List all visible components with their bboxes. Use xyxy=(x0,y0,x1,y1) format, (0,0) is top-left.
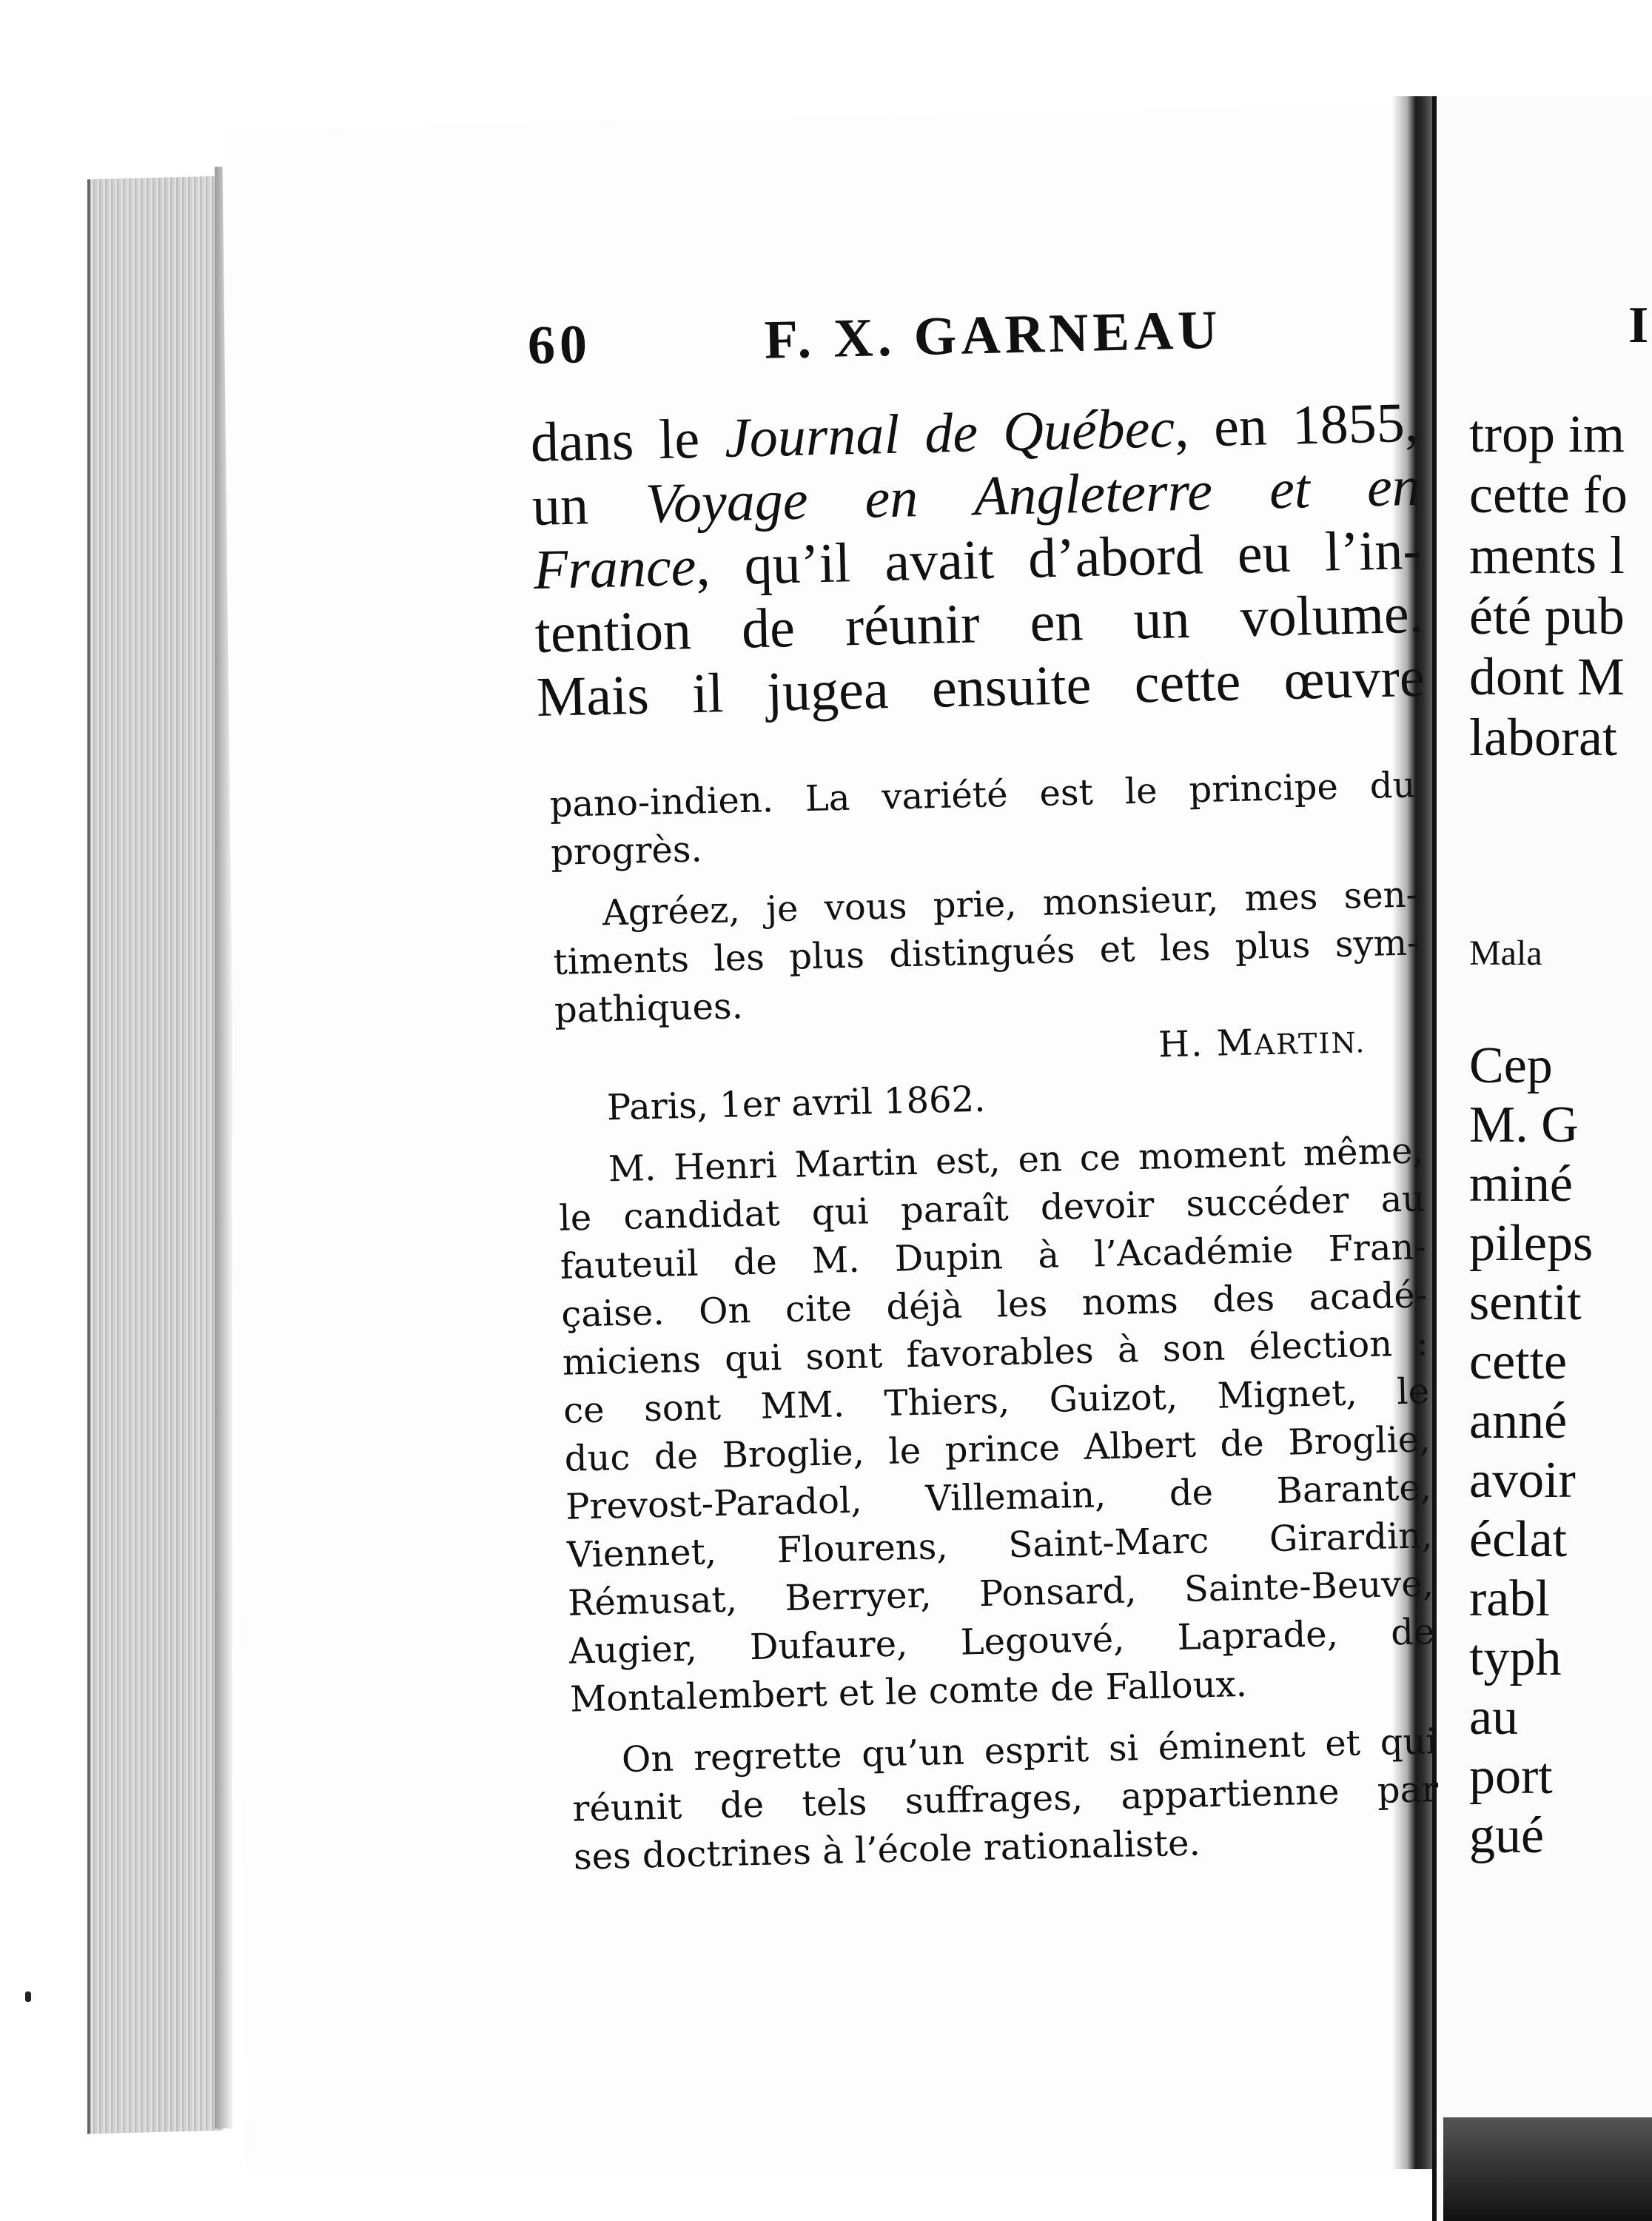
text-fragment: au xyxy=(1469,1689,1519,1746)
right-page-lower-fragment xyxy=(1469,1036,1652,1866)
text-run: , en 1855, xyxy=(1174,391,1420,460)
text-line: çaise. On cite déjà les noms des acadé- xyxy=(560,1274,1428,1336)
text-fragment: laborat xyxy=(1469,708,1617,767)
date-line: Paris, 1er avril 1862. xyxy=(606,1078,986,1129)
italic-title: France xyxy=(532,535,697,601)
text-line: tention de réunir en un volume. xyxy=(534,582,1424,665)
text-fragment: anné xyxy=(1469,1393,1568,1450)
italic-title: Voyage en Angleterre et en xyxy=(645,455,1421,535)
text-fragment: ments l xyxy=(1469,526,1625,585)
text-line: Rémusat, Berryer, Ponsard, Sainte-Beuve, xyxy=(567,1563,1434,1624)
text-fragment: M. G xyxy=(1469,1096,1579,1153)
text-run: , qu’il avait d’abord eu l’in- xyxy=(695,518,1423,597)
italic-title: Journal de Québec xyxy=(724,397,1176,470)
text-line: ce sont MM. Thiers, Guizot, Mignet, le xyxy=(563,1370,1430,1432)
text-line: duc de Broglie, le prince Albert de Broglie, xyxy=(564,1418,1431,1480)
text-line: timents les plus distingués et les plus sym- xyxy=(552,922,1420,983)
text-fragment: avoir xyxy=(1469,1452,1576,1509)
text-line: Montalembert et le comte de Falloux. xyxy=(569,1663,1248,1721)
text-fragment: pileps xyxy=(1469,1215,1594,1272)
text-line: progrès. xyxy=(550,828,703,874)
text-line: ses doctrines à l’école rationaliste. xyxy=(573,1822,1201,1878)
right-page-small-fragment: Mala xyxy=(1469,934,1542,973)
text-line: pathiques. xyxy=(554,985,744,1031)
text-fragment: cette xyxy=(1469,1333,1568,1390)
text-run: un xyxy=(531,472,646,537)
text-line: pano-indien. La variété est le principe du xyxy=(549,764,1417,825)
text-fragment: gué xyxy=(1469,1807,1545,1864)
text-line: le candidat qui paraît devoir succéder au xyxy=(558,1178,1426,1239)
right-page-paragraph-fragment xyxy=(1469,403,1652,768)
text-fragment: été pub xyxy=(1469,586,1625,646)
text-fragment: port xyxy=(1469,1748,1553,1805)
right-page-header-fragment: I xyxy=(1628,297,1649,354)
text-fragment: éclat xyxy=(1469,1511,1568,1568)
text-line: M. Henri Martin est, en ce moment même, xyxy=(608,1130,1425,1190)
text-run: dans le xyxy=(530,407,725,474)
letter-excerpt xyxy=(549,761,1440,1881)
page-number: 60 xyxy=(527,314,592,376)
text-line: Mais il jugea ensuite cette œuvre xyxy=(535,646,1426,728)
text-fragment: dont M xyxy=(1469,647,1625,706)
scan-speck xyxy=(25,1991,31,2002)
text-line: réunit de tels suffrages, appartienne par xyxy=(571,1769,1439,1830)
text-fragment: cette fo xyxy=(1469,465,1628,524)
text-fragment: Cep xyxy=(1469,1037,1553,1094)
text-fragment: typh xyxy=(1469,1629,1562,1686)
text-line: miciens qui sont favorables à son élection : xyxy=(562,1322,1429,1384)
text-line: On regrette qu’un esprit si éminent et qui xyxy=(621,1721,1438,1781)
text-fragment: sentit xyxy=(1469,1274,1582,1331)
text-line: Augier, Dufaure, Legouvé, Laprade, de xyxy=(568,1611,1436,1672)
text-fragment: rabl xyxy=(1469,1570,1550,1627)
signature-rest: ARTIN. xyxy=(1254,1026,1366,1062)
text-fragment: trop im xyxy=(1469,404,1625,463)
signature-initial: H. M xyxy=(1158,1022,1255,1066)
page-header xyxy=(527,298,1269,396)
text-line: Agréez, je vous prie, monsieur, mes sen- xyxy=(602,874,1419,934)
main-paragraph xyxy=(530,391,1425,729)
text-line: Viennet, Flourens, Saint-Marc Girardin, xyxy=(566,1515,1434,1576)
text-fragment: miné xyxy=(1469,1156,1573,1213)
page-edges xyxy=(87,176,224,2134)
running-head: F. X. GARNEAU xyxy=(763,299,1223,371)
text-line: fauteuil de M. Dupin à l’Académie Fran- xyxy=(560,1226,1427,1287)
scan-border xyxy=(1443,2117,1652,2221)
text-line: Prevost-Paradol, Villemain, de Barante, xyxy=(565,1467,1432,1528)
